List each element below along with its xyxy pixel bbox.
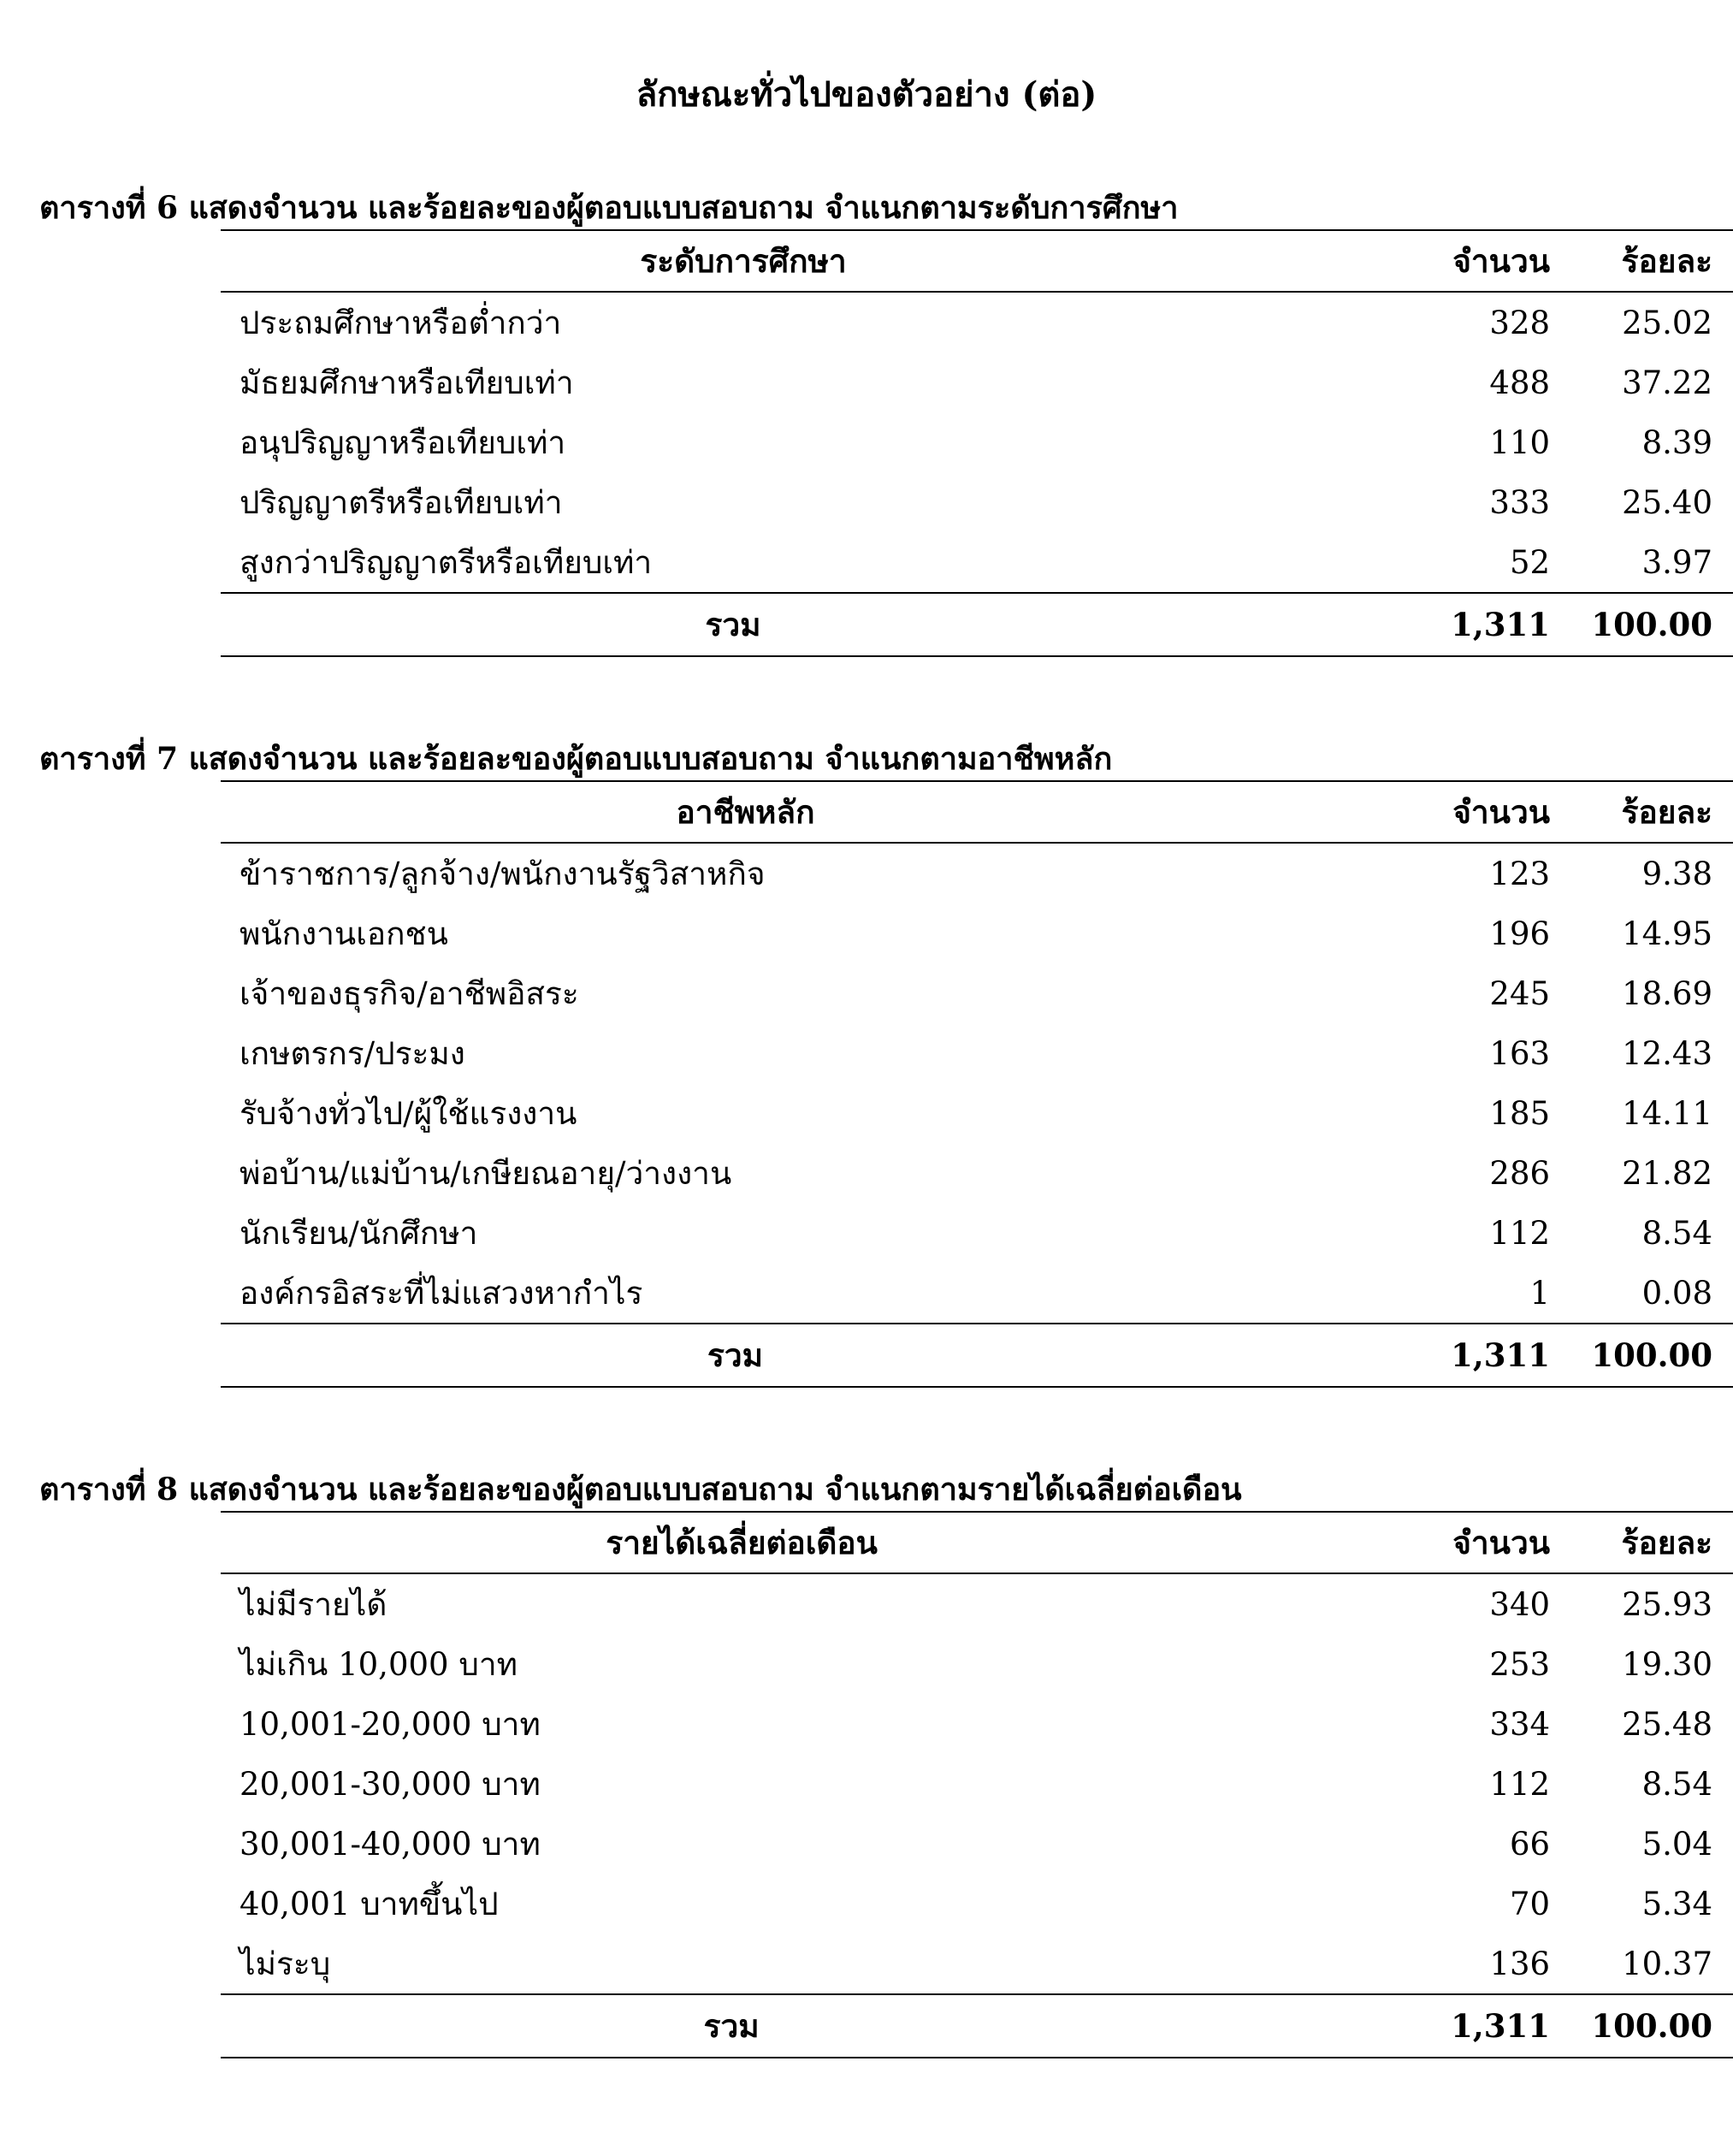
total-label: รวม [221, 1324, 1270, 1387]
row-label: ปริญญาตรีหรือเทียบเท่า [240, 483, 563, 521]
column-header-category: ระดับการศึกษา [221, 230, 1266, 292]
table-row [221, 1874, 1733, 1934]
table-8-caption: ตารางที่ 8 แสดงจำนวน และร้อยละของผู้ตอบแบบสอบถาม จำแนกตามรายได้เฉลี่ยต่อเดือน [39, 1472, 1242, 1507]
table-row [221, 1143, 1733, 1203]
row-label: รับจ้างทั่วไป/ผู้ใช้แรงงาน [240, 1094, 577, 1132]
row-percent: 0.08 [1641, 1274, 1712, 1312]
table-row [221, 472, 1733, 532]
row-label: พ่อบ้าน/แม่บ้าน/เกษียณอายุ/ว่างงาน [240, 1154, 732, 1192]
column-header-percent: ร้อยละ [1570, 230, 1733, 292]
column-header-percent: ร้อยละ [1570, 1512, 1733, 1573]
income-table [221, 1511, 1733, 2058]
row-count: 488 [1489, 364, 1551, 401]
row-percent: 14.11 [1622, 1094, 1712, 1132]
table-row [221, 1934, 1733, 1994]
row-percent: 3.97 [1641, 543, 1712, 581]
total-count: 1,311 [1270, 1324, 1570, 1387]
row-percent: 10.37 [1622, 1945, 1712, 1982]
table-row [221, 963, 1733, 1023]
row-label: องค์กรอิสระที่ไม่แสวงหากำไร [240, 1274, 643, 1312]
column-header-category: อาชีพหลัก [221, 781, 1270, 843]
table-row [221, 1263, 1733, 1324]
table-row [221, 1814, 1733, 1874]
row-count: 333 [1489, 483, 1551, 521]
education-table [221, 229, 1733, 657]
table-row [221, 903, 1733, 963]
row-percent: 8.54 [1641, 1765, 1712, 1803]
row-percent: 5.04 [1641, 1825, 1712, 1863]
row-label: ข้าราชการ/ลูกจ้าง/พนักงานรัฐวิสาหกิจ [240, 855, 766, 892]
row-count: 286 [1489, 1154, 1551, 1192]
row-count: 1 [1529, 1274, 1551, 1312]
row-count: 253 [1489, 1645, 1551, 1683]
total-percent: 100.00 [1570, 593, 1733, 656]
table-row [221, 532, 1733, 593]
row-count: 245 [1489, 974, 1551, 1012]
row-percent: 8.54 [1641, 1214, 1712, 1252]
table-row [221, 352, 1733, 412]
total-row [221, 593, 1733, 656]
table-row [221, 1754, 1733, 1814]
row-count: 334 [1489, 1705, 1551, 1743]
column-header-percent: ร้อยละ [1570, 781, 1733, 843]
row-count: 196 [1489, 915, 1551, 952]
row-count: 123 [1489, 855, 1551, 892]
row-label: เกษตรกร/ประมง [240, 1034, 465, 1072]
total-label: รวม [221, 1994, 1263, 2058]
row-count: 66 [1509, 1825, 1551, 1863]
row-count: 340 [1489, 1585, 1551, 1623]
row-percent: 18.69 [1622, 974, 1712, 1012]
column-header-count: จำนวน [1266, 230, 1570, 292]
table-header-row [221, 230, 1733, 292]
table-row [221, 1023, 1733, 1083]
table-header-row [221, 781, 1733, 843]
row-label: มัธยมศึกษาหรือเทียบเท่า [240, 364, 574, 401]
row-count: 328 [1489, 304, 1551, 341]
row-label: 30,001-40,000 บาท [240, 1825, 541, 1863]
row-label: นักเรียน/นักศึกษา [240, 1214, 478, 1252]
total-percent: 100.00 [1570, 1324, 1733, 1387]
total-label: รวม [221, 593, 1266, 656]
row-count: 110 [1489, 424, 1551, 461]
row-percent: 12.43 [1622, 1034, 1712, 1072]
total-count: 1,311 [1263, 1994, 1570, 2058]
row-percent: 9.38 [1641, 855, 1712, 892]
row-label: 10,001-20,000 บาท [240, 1705, 541, 1743]
row-label: 40,001 บาทขึ้นไป [240, 1885, 499, 1922]
table-row [221, 292, 1733, 352]
total-row [221, 1324, 1733, 1387]
row-label: ไม่เกิน 10,000 บาท [240, 1645, 518, 1683]
row-count: 52 [1509, 543, 1551, 581]
table-row [221, 1634, 1733, 1694]
table-row [221, 843, 1733, 903]
column-header-count: จำนวน [1263, 1512, 1570, 1573]
column-header-category: รายได้เฉลี่ยต่อเดือน [221, 1512, 1263, 1573]
column-header-count: จำนวน [1270, 781, 1570, 843]
row-percent: 37.22 [1622, 364, 1712, 401]
table-6-caption: ตารางที่ 6 แสดงจำนวน และร้อยละของผู้ตอบแบบสอบถาม จำแนกตามระดับการศึกษา [39, 190, 1179, 226]
row-label: อนุปริญญาหรือเทียบเท่า [240, 424, 566, 461]
row-percent: 8.39 [1641, 424, 1712, 461]
row-count: 70 [1509, 1885, 1551, 1922]
row-percent: 25.02 [1622, 304, 1712, 341]
page-title: ลักษณะทั่วไปของตัวอย่าง (ต่อ) [636, 74, 1097, 115]
table-row [221, 1083, 1733, 1143]
total-count: 1,311 [1266, 593, 1570, 656]
row-percent: 25.93 [1622, 1585, 1712, 1623]
row-count: 136 [1489, 1945, 1551, 1982]
table-row [221, 1203, 1733, 1263]
table-row [221, 412, 1733, 472]
table-header-row [221, 1512, 1733, 1573]
row-label: เจ้าของธุรกิจ/อาชีพอิสระ [240, 974, 579, 1012]
row-percent: 5.34 [1641, 1885, 1712, 1922]
total-row [221, 1994, 1733, 2058]
row-count: 112 [1489, 1765, 1551, 1803]
row-percent: 14.95 [1622, 915, 1712, 952]
row-label: ไม่ระบุ [240, 1945, 331, 1982]
row-count: 185 [1489, 1094, 1551, 1132]
table-7-caption: ตารางที่ 7 แสดงจำนวน และร้อยละของผู้ตอบแบบสอบถาม จำแนกตามอาชีพหลัก [39, 741, 1113, 777]
table-row [221, 1694, 1733, 1754]
row-label: ไม่มีรายได้ [240, 1585, 387, 1623]
row-percent: 19.30 [1622, 1645, 1712, 1683]
row-label: สูงกว่าปริญญาตรีหรือเทียบเท่า [240, 543, 653, 581]
row-label: 20,001-30,000 บาท [240, 1765, 541, 1803]
total-percent: 100.00 [1570, 1994, 1733, 2058]
row-count: 163 [1489, 1034, 1551, 1072]
row-percent: 21.82 [1622, 1154, 1712, 1192]
occupation-table [221, 780, 1733, 1388]
row-percent: 25.48 [1622, 1705, 1712, 1743]
row-percent: 25.40 [1622, 483, 1712, 521]
row-count: 112 [1489, 1214, 1551, 1252]
table-row [221, 1573, 1733, 1634]
row-label: พนักงานเอกชน [240, 915, 448, 952]
row-label: ประถมศึกษาหรือต่ำกว่า [240, 304, 562, 341]
